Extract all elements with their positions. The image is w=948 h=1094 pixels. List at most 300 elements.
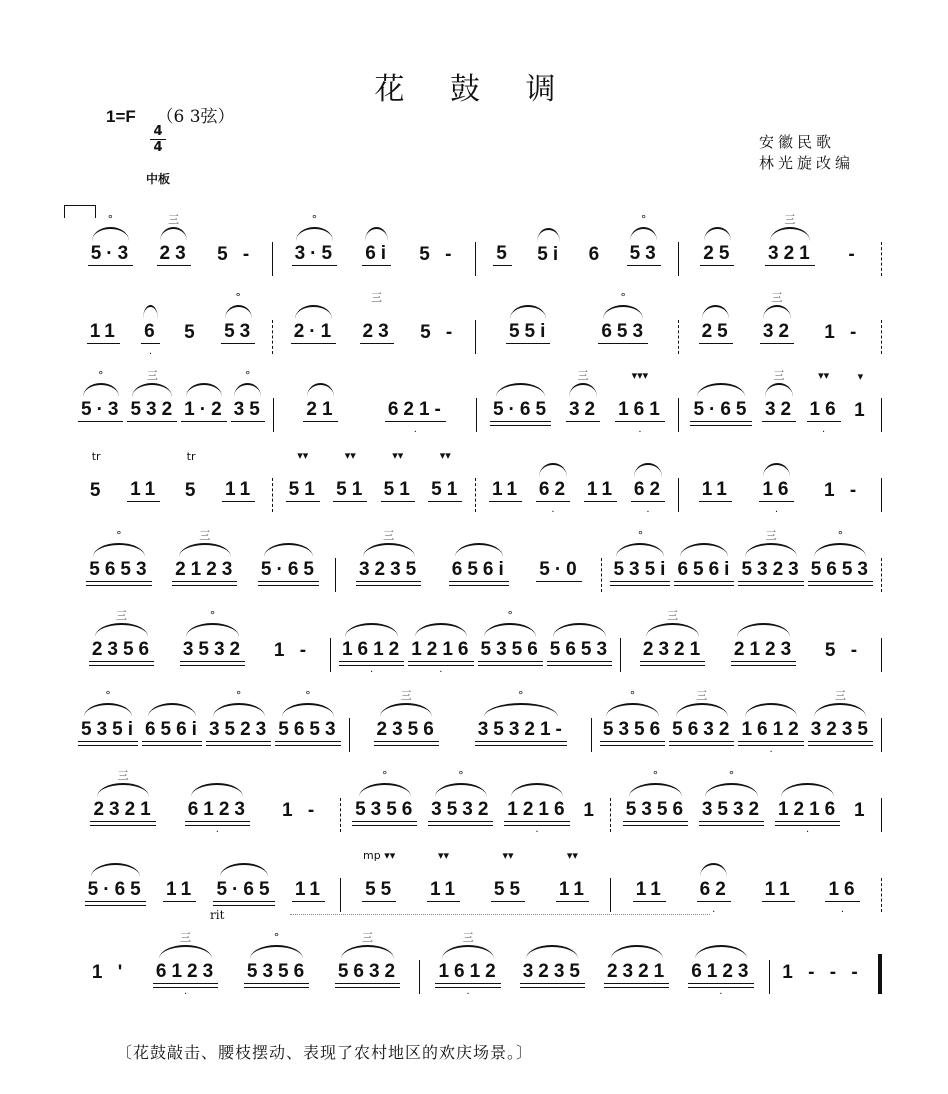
ornament-mark: 三 [773,369,785,382]
duration-underline [87,502,106,510]
notes: 55 [493,879,526,900]
duration-underline [731,661,796,670]
note-group [697,448,734,518]
note-group [843,212,861,282]
duration-underline [374,741,439,750]
notes: 5·65 [693,399,752,420]
ornament-mark: ° [728,769,735,782]
duration-underline [738,741,803,750]
ornament-mark: ▾▾▾ [631,369,649,382]
duration-underline [821,344,861,352]
note-group [763,212,817,282]
notes: 5 [496,243,512,264]
notes: 5·3 [81,399,124,420]
note-group [488,368,553,438]
octave-dot: · [769,747,773,758]
duration-underline [822,662,862,670]
measure [350,688,591,758]
note-group [229,368,267,438]
notes: 11 [635,879,666,900]
notes: 16 [828,879,860,900]
note-group [613,368,667,438]
duration-underline [536,501,570,510]
note-group [178,608,247,678]
barline [881,638,882,672]
note-group [518,930,587,1000]
notes: 2356 [91,639,155,660]
measure [341,848,611,918]
ornament-mark: 三 [462,931,474,944]
duration-underline [362,265,391,274]
ornament-mark: ° [209,609,216,622]
note-group [406,608,475,678]
notes: 5 - [419,244,457,265]
slur-arc [359,783,411,797]
slur-arc [826,624,858,638]
slur-arc [283,784,315,798]
note-group [84,528,153,598]
note-group [290,212,339,282]
slur-arc [365,227,388,241]
notes: 3235 [522,961,586,982]
notes: - [848,244,860,265]
notes: 2123 [175,559,238,580]
duration-underline [180,661,245,670]
note-group [220,448,257,518]
notes: 51 [431,479,463,500]
notes: 656i [677,559,735,580]
notes: 6i [365,243,392,264]
measure [70,290,272,360]
duration-underline [339,661,404,670]
note-group [354,528,423,598]
duration-underline [85,901,146,910]
slur-arc [814,703,866,717]
duration-underline [214,266,254,274]
slur-arc [218,228,250,242]
measure [70,212,272,282]
note-group [414,212,458,282]
ritardando-extension [290,914,710,915]
measure [476,448,678,518]
note-group [85,290,122,360]
note-group [504,290,552,360]
slur-arc [541,543,577,557]
measure [70,848,340,918]
credits [759,132,854,174]
slur-arc [234,383,261,397]
tempo-marking: 中板 [146,172,171,186]
octave-dot: · [439,667,443,678]
note-group [638,608,707,678]
duration-underline [615,421,665,430]
notes: 5 [89,480,106,501]
duration-underline [851,822,870,830]
note-group [698,212,736,282]
notes: 32 [764,399,797,420]
octave-dot: · [646,507,650,518]
slur-arc [432,463,459,477]
slur-arc [92,227,128,241]
note-group [447,528,511,598]
measure [420,930,769,1000]
measure [336,528,601,598]
duration-underline [141,343,160,352]
slur-arc [704,227,731,241]
notes: 1 - [824,322,862,343]
duration-underline [408,661,473,670]
octave-dot: · [413,427,417,438]
octave-dot: · [805,827,810,838]
duration-underline [142,741,202,750]
note-group [333,930,402,1000]
note-group [629,448,667,518]
note-group [532,212,565,282]
note-group [545,608,614,678]
note-group [161,848,198,918]
octave-dot: · [148,349,153,360]
ornament-mark: 三 [146,369,158,382]
slur-arc [186,623,238,637]
note-group [602,930,671,1000]
measure [273,212,475,282]
slur-arc [179,543,231,557]
notes: 2·1 [293,321,337,342]
measure [679,290,881,360]
slur-arc [295,863,321,877]
notes: 35 [233,399,265,420]
slur-arc [430,863,456,877]
note-group [301,368,339,438]
slur-arc [496,383,545,397]
note-group [729,608,798,678]
slur-arc [97,783,149,797]
notes: 6123 [187,799,251,820]
note-group [773,768,842,838]
note-group [350,768,419,838]
notes: 11 [130,479,161,500]
note-group [736,688,805,758]
octave-dot: · [551,507,555,518]
ornament-mark: 三 [371,291,383,304]
duration-underline [78,421,123,430]
measure [70,608,330,678]
notes: 3·5 [294,243,338,264]
duration-underline [845,266,859,274]
slur-arc [745,543,797,557]
notes: 53 [629,243,661,264]
duration-underline [610,581,670,590]
notes: 1 - [281,800,320,821]
note-group [582,448,619,518]
measure [679,448,881,518]
notes: 11 [225,479,256,500]
notes: 5·65 [216,879,275,900]
arranger-label: 林光旋改编 [758,154,854,172]
note-group [290,848,327,918]
slur-arc [765,383,792,397]
notes: 1216 [777,799,841,820]
slur-arc [636,863,662,877]
duration-underline [566,421,600,430]
note-group [823,848,861,918]
note-group [212,212,256,282]
ornament-mark: ° [640,213,647,226]
duration-underline [669,741,734,750]
slur-arc [559,863,585,877]
duration-underline [78,741,138,750]
notes: 321 [768,243,815,264]
note-group [273,688,342,758]
slur-arc [225,305,252,319]
octave-dot: · [215,827,219,838]
notes: 32 [568,399,601,420]
ornament-mark: tr [91,450,101,463]
slur-arc [810,383,837,397]
note-group [849,368,872,438]
ornament-mark: ▾▾ [392,449,404,462]
slur-arc [781,783,833,797]
measure [273,290,475,360]
slur-arc [282,703,334,717]
slur-arc [442,945,494,959]
time-signature [150,125,166,154]
ornament-mark: 三 [199,529,211,542]
note-group [360,848,398,918]
ornament-mark: ▾ [857,370,864,383]
note-group [688,368,753,438]
notes: 16 [762,479,794,500]
notes: 6123 [155,961,219,982]
note-group [277,768,321,838]
notes: 11 [491,479,523,500]
note-group [758,290,796,360]
ornament-mark: ° [107,213,114,226]
note-group [631,848,668,918]
duration-underline [449,581,509,590]
slur-arc [737,623,789,637]
measure [341,768,611,838]
slur-arc [341,945,393,959]
ornament-mark: ▾▾ [818,369,830,382]
measure [611,848,881,918]
ornament-mark: 三 [667,609,679,622]
notes: 1 - [824,480,862,501]
notes: 51 [383,479,415,500]
duration-underline [851,422,870,430]
notes: 6 [588,244,605,265]
slur-arc [289,463,316,477]
slur-arc [484,623,536,637]
slur-arc [90,305,116,319]
measure [621,608,881,678]
note-group [736,528,805,598]
duration-underline [699,821,764,830]
slur-arc [702,305,729,319]
note-group [85,448,108,518]
slur-arc [93,946,124,960]
duration-underline [291,343,336,352]
duration-underline [86,581,151,590]
notes: 5653 [278,719,341,740]
slur-arc [569,383,596,397]
note-group [695,848,733,918]
slur-arc [365,863,392,877]
notes: 5632 [337,961,401,982]
notes: 35321- [477,719,567,740]
note-group [425,848,462,918]
note-group [578,768,601,838]
notes: 5356 [355,799,418,820]
notes: 55 [365,879,397,900]
notes: 5653 [89,559,152,580]
note-group [806,688,875,758]
duration-underline [385,421,446,430]
ornament-mark: ° [837,529,844,542]
score-row [70,930,882,1000]
ornament-mark: ▾▾ [344,449,356,462]
slur-arc [363,543,415,557]
slur-arc [603,305,643,319]
slur-arc [160,227,187,241]
notes: 3532 [701,799,765,820]
note-group [151,930,220,1000]
slur-arc [634,463,661,477]
ornament-mark: ° [105,689,111,702]
ornament-mark: 三 [765,529,777,542]
slur-arc [695,945,747,959]
duration-underline [172,581,237,590]
notes: 5·65 [492,399,552,420]
measure [592,688,881,758]
notes: 5356 [246,961,310,982]
notes: 2321 [606,961,670,982]
duration-underline [556,901,589,910]
notes: 621- [387,399,446,420]
duration-underline [244,983,309,992]
notes: 3532 [182,639,246,660]
slur-arc [611,945,663,959]
score-row [70,848,882,918]
duration-underline [87,343,120,352]
duration-underline [335,983,400,992]
ornament-mark: 三 [361,931,373,944]
slur-arc [587,228,602,242]
octave-dot: · [369,667,374,678]
ritardando-marking: rit [210,908,225,922]
slur-arc [702,463,728,477]
slur-arc [853,784,868,798]
duration-underline [182,502,201,510]
duration-underline [271,662,311,670]
duration-underline [303,421,337,430]
score-row [70,608,882,678]
notes: 51 [336,479,368,500]
note-group [125,448,162,518]
score-row [70,368,882,438]
notes: 1 - [273,640,312,661]
slur-arc [130,463,156,477]
slur-arc [853,384,868,398]
duration-underline [633,901,666,910]
ornament-mark: 三 [577,369,589,382]
notes: 11 [294,879,325,900]
ornament-mark: 三 [400,689,412,702]
slur-arc [763,463,790,477]
note-group [372,688,441,758]
note-group [596,290,650,360]
duration-underline [428,501,462,510]
note-group [331,448,369,518]
measure [679,368,881,438]
octave-dot: · [535,827,539,838]
notes: 3235 [358,559,422,580]
barline [881,558,882,592]
octave-dot: · [822,427,826,438]
notes: 25 [701,321,733,342]
notes: 2356 [376,719,439,740]
notes: 1 [854,800,870,821]
ornament-mark: 三 [180,931,192,944]
measure [602,528,881,598]
note-group [256,528,321,598]
note-group [140,688,204,758]
score-row [70,768,882,838]
slur-arc [391,383,440,397]
score-row [70,448,882,518]
slur-arc [384,463,411,477]
duration-underline [688,983,753,992]
measure [70,528,335,598]
duration-underline [491,901,525,910]
duration-underline [586,266,605,274]
slur-arc [646,623,698,637]
slur-arc [213,703,265,717]
note-group [379,448,417,518]
key-signature [106,102,235,127]
duration-underline [292,901,325,910]
duration-underline [699,343,733,352]
duration-underline [416,266,456,274]
note-group [183,768,252,838]
duration-underline [600,741,665,750]
barline [881,320,882,354]
notes: 2321 [642,639,706,660]
duration-underline [292,265,337,274]
duration-underline [775,821,840,830]
ornament-mark: ° [637,529,644,542]
duration-underline [333,501,367,510]
slur-arc [492,463,518,477]
note-group [608,528,672,598]
note-group [289,290,338,360]
notes: 62 [538,479,571,500]
duration-underline [762,901,795,910]
notes: 23 [362,321,394,342]
duration-underline [759,501,793,510]
note-group [383,368,448,438]
duration-underline [504,821,569,830]
slur-arc [380,703,432,717]
measure [679,212,881,282]
ornament-mark: 三 [116,609,127,622]
origin-label: 安徽民歌 [758,133,835,151]
ornament-mark: ° [518,689,524,702]
key-label: 1=F [106,107,136,126]
note-group [697,768,766,838]
slur-arc [745,703,797,717]
ornament-mark: ° [620,291,626,304]
